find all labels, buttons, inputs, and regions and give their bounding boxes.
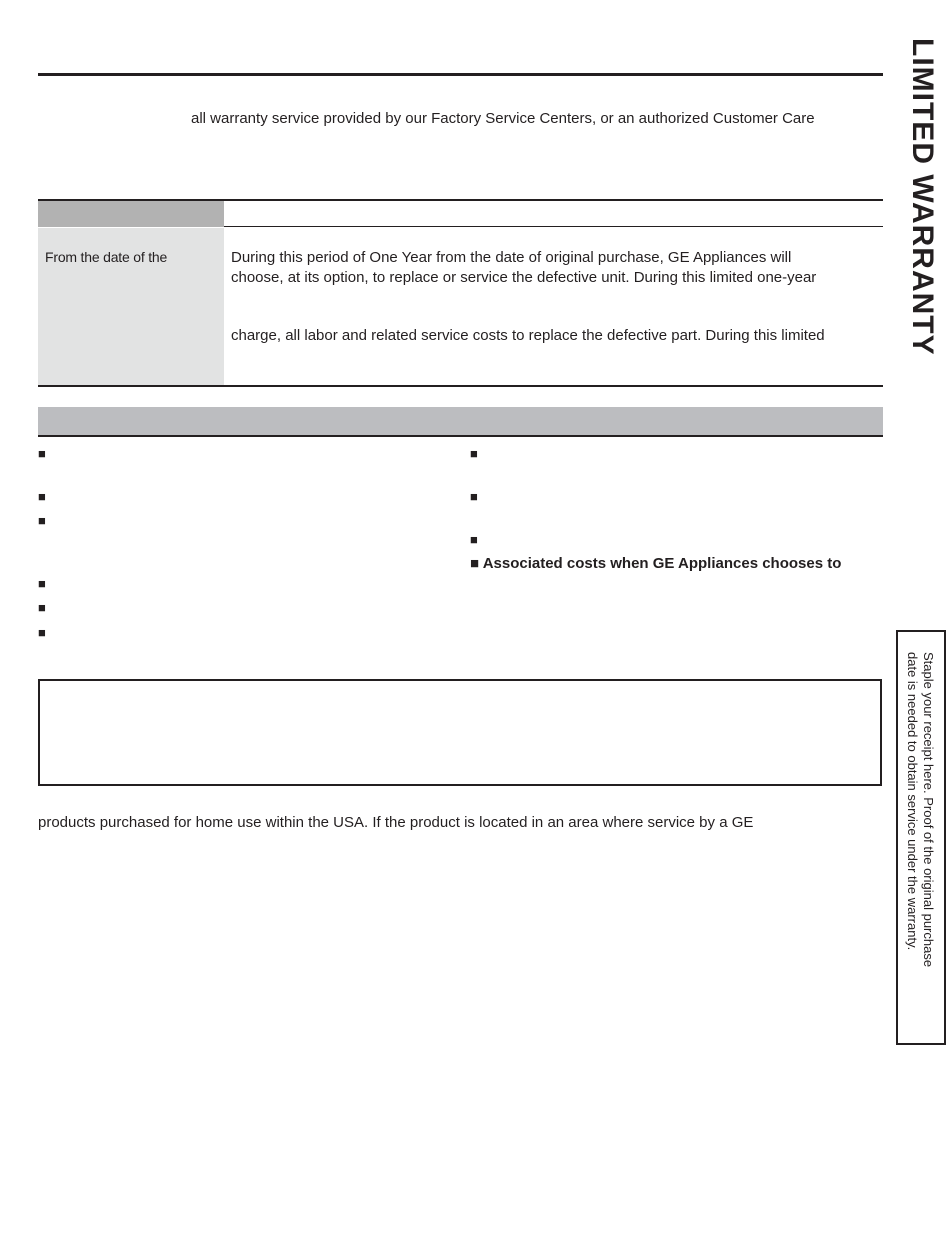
bullet-marker: ■ [470,489,478,504]
notice-box [38,679,882,786]
bullet-marker: ■ [38,513,46,528]
footer-text: products purchased for home use within the USA. If the product is located in an area where service by a GE [38,814,754,831]
staple-receipt-line: Staple your receipt here. Proof of the original purchase [921,652,936,968]
bullet-marker: ■ [470,532,478,547]
staple-receipt-text [904,652,936,967]
exclusion-item-text: Associated costs when GE Appliances chooses to [482,555,842,572]
table-header-rule [224,226,883,227]
bullet-marker: ■ [38,446,46,461]
bullet-marker: ■ [38,600,46,615]
staple-receipt-box [896,630,946,1045]
coverage-description-line: charge, all labor and related service costs to replace the defective part. During this limited [231,327,825,344]
table-bottom-rule [38,385,883,387]
coverage-description-line: During this period of One Year from the date of original purchase, GE Appliances will [231,249,792,266]
bullet-marker: ■ [470,555,480,572]
intro-text: all warranty service provided by our Factory Service Centers, or an authorized Customer Care [191,110,815,127]
bullet-marker: ■ [38,489,46,504]
table-header-cell [38,201,224,227]
exclusion-item-associated-costs [470,555,841,572]
bullet-marker: ■ [38,576,46,591]
exclusions-header-band [38,407,883,435]
staple-receipt-line: date is needed to obtain service under the warranty. [905,652,920,951]
limited-warranty-title: LIMITED WARRANTY [906,38,939,356]
warranty-period-text: From the date of the [45,249,168,265]
bullet-marker: ■ [470,446,478,461]
exclusions-header-rule [38,435,883,437]
top-rule [38,73,883,76]
coverage-description-line: choose, at its option, to replace or service the defective unit. During this limited one-year [231,269,817,286]
bullet-marker: ■ [38,625,46,640]
